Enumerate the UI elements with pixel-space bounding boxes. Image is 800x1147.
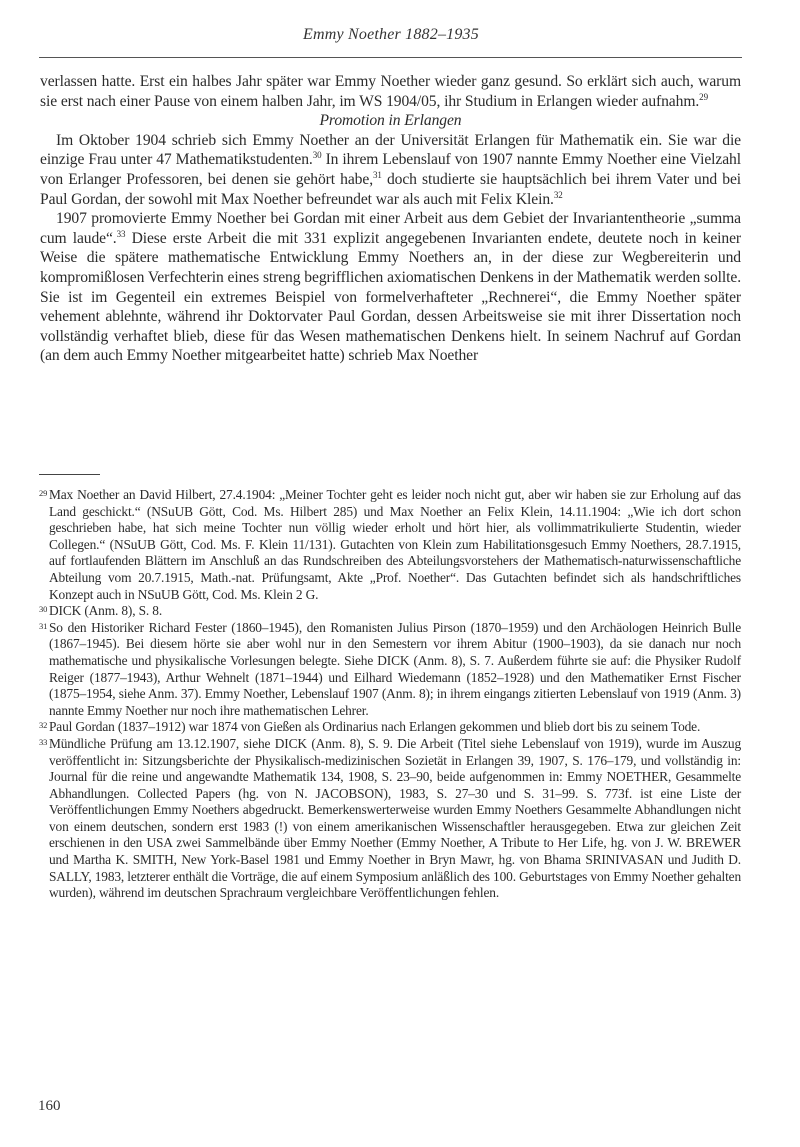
footnote-text: Mündliche Prüfung am 13.12.1907, siehe DICK (Anm. 8), S. 9. Die Arbeit (Titel siehe Lebenslauf von 1919), wurde im Auszug veröffentlicht in: Sitzungsberichte der Physikalisch-medizinischen Sozietät in Erlangen 39, 1907, S. 176–179, und vollständig in: Journal für die reine und angewandte Mathematik 134, 1908, S. 23–90, beide aufgenommen in: Emmy NOETHER, Gesammelte Abhandlungen. Collected Papers (hg. von N. JACOBSON), 1983, S. 27–30 und S. 31–99. S. 773f. ist eine Liste der Veröffentlichungen Emmy Noethers abgedruckt. Bemerkenswerterweise wurden Emmy Noethers Gesammelte Abhandlungen nicht von einem deutschen, sondern erst 1983 (!) von einem amerikanischen Wissenschaftler herausgegeben. Etwa zur gleichen Zeit erschienen in den USA zwei Sammelbände über Emmy Noether (Emmy Noether, A Tribute to Her Life, hg. von J. W. BREWER und Martha K. SMITH, New York-Basel 1981 und Emmy Noether in Bryn Mawr, hg. von Bhama SRINIVASAN und Judith D. SALLY, 1983, letzterer enthält die Vorträge, die auf einem Symposium anläßlich des 100. Geburtstages von Emmy Noether gehalten wurden), während im deutschen Sprachraum vergleichbare Veröffentlichungen fehlen. <box>49 735 741 901</box>
footnote-31 <box>40 620 741 720</box>
paragraph-2: Im Oktober 1904 schrieb sich Emmy Noether an der Universität Erlangen für Mathematik ein. Sie war die einzige Frau unter 47 Mathematikstudenten.$^{30}$ In ihrem Lebenslauf von 1907 nannte Emmy Noether eine Vielzahl von Erlanger Professoren, bei denen sie gehört habe,$^{31}$ doch studierte sie hauptsächlich bei ihrem Vater und bei Paul Gordan, der sowohl mit Max Noether befreundet war als auch mit Felix Klein.$^{32}$ <box>40 131 741 208</box>
footnote-number: 32 <box>39 720 48 731</box>
footnote-number: 31 <box>39 620 48 631</box>
footnote-number: 30 <box>39 604 48 615</box>
footnote-ref-29[interactable]: 29 <box>699 91 708 102</box>
paragraph-1: verlassen hatte. Erst ein halbes Jahr später war Emmy Noether wieder ganz gesund. So erklärt sich auch, warum sie erst nach einer Pause von einem halben Jahr, im WS 1904/05, ihr Studium in Erlangen wieder aufnahm.$^{29}$ <box>40 73 741 110</box>
footnote-number: 29 <box>39 488 48 498</box>
footnote-text: Max Noether an David Hilbert, 27.4.1904: „Meiner Tochter geht es leider noch nicht gut, aber wir haben sie zur Erholung auf das Land geschickt.“ (NSuUB Gött, Cod. Ms. Hilbert 285) und Max Noether an Felix Klein, 14.11.1904: „Wie ich dort schon geschrieben habe, hat sich meine Tochter nun völlig wieder erholt und hört hier, als vollimmatrikulierte Studentin, wieder Collegen.“ (NSuUB Gött, Cod. Ms. F. Klein 11/131). Gutachten von Klein zum Habilitationsgesuch Emmy Noethers, 28.7.1915, auf fortlaufenden Blättern im Anschluß an das Rundschreiben des Abteilungsvorstehers der Mathematisch-naturwissenschaftliche Abteilung vom 20.7.1915, Math.-nat. Prüfungsamt, Akte „Prof. Noether“. Das Gutachten befindet sich als handschriftliches Konzept auch in NSuUB Gött, Cod. Ms. Klein 2 G. <box>49 487 741 602</box>
footnote-32 <box>40 719 741 736</box>
paragraph-3: 1907 promovierte Emmy Noether bei Gordan mit einer Arbeit aus dem Gebiet der Invariantentheorie „summa cum laude“.$^{33}$ Diese erste Arbeit die mit 331 explizit angegebenen Invarianten endete, deutete noch in keiner Weise die spätere mathematische Entwicklung Emmy Noethers an, in der diese zur Wegbereiterin und kompromißlosen Verfechterin eines streng begrifflichen axiomatischen Denkens in der Mathematik werden sollte. Sie ist im Gegenteil ein extremes Beispiel von formelverhafteter „Rechnerei“, die Emmy Noether später vehement ablehnte, während ihr Doktorvater Paul Gordan, dessen Arbeitsweise sie mit ihrer Dissertation noch vollständig verhaftet blieb, diese für das Wesen mathematischen Denkens hielt. In seinem Nachruf auf Gordan (an dem auch Emmy Noether mitgearbeitet hatte) schrieb Max Noether <box>40 210 741 365</box>
footnote-29 <box>40 487 741 603</box>
footnote-text: DICK (Anm. 8), S. 8. <box>49 603 163 619</box>
footnote-text: Paul Gordan (1837–1912) war 1874 von Gießen als Ordinarius nach Erlangen gekommen und blieb dort bis zu seinem Tode. <box>49 719 701 735</box>
footnote-ref-31[interactable]: 31 <box>373 169 382 180</box>
footnote-separator <box>39 474 100 475</box>
footnote-33 <box>40 736 741 902</box>
footnote-text: So den Historiker Richard Fester (1860–1945), den Romanisten Julius Pirson (1870–1959) und den Archäologen Heinrich Bulle (1867–1945). Bei diesem hörte sie aber wohl nur in den Semestern vor ihrem Abitur (1900–1903), da sie danach nur noch mathematische und physikalische Vorlesungen belegte. Siehe DICK (Anm. 8), S. 7. Außerdem führte sie auf: die Physiker Rudolf Reiger (1877–1943), Arthur Wehnelt (1871–1944) und Eilhard Wiedemann (1852–1928) und den Mathematiker Ernst Fischer (1875–1954, siehe Anm. 37). Emmy Noether, Lebenslauf 1907 (Anm. 8); in ihrem eingangs zitierten Lebenslauf von 1919 (Anm. 3) nannte Emmy Noether nur noch ihre mathematischen Lehrer. <box>49 619 741 718</box>
footnote-number: 33 <box>39 736 48 747</box>
section-heading: Promotion in Erlangen <box>319 112 462 130</box>
footnotes-section <box>40 487 741 902</box>
footnote-ref-32[interactable]: 32 <box>553 189 563 200</box>
main-body-text <box>40 72 741 366</box>
header-rule <box>39 57 742 58</box>
running-head-title: Emmy Noether 1882–1935 <box>303 26 479 43</box>
page-number: 160 <box>38 1098 61 1114</box>
footnote-ref-30[interactable]: 30 <box>312 150 322 161</box>
footnote-ref-33[interactable]: 33 <box>116 228 126 239</box>
footnote-30 <box>40 603 741 620</box>
